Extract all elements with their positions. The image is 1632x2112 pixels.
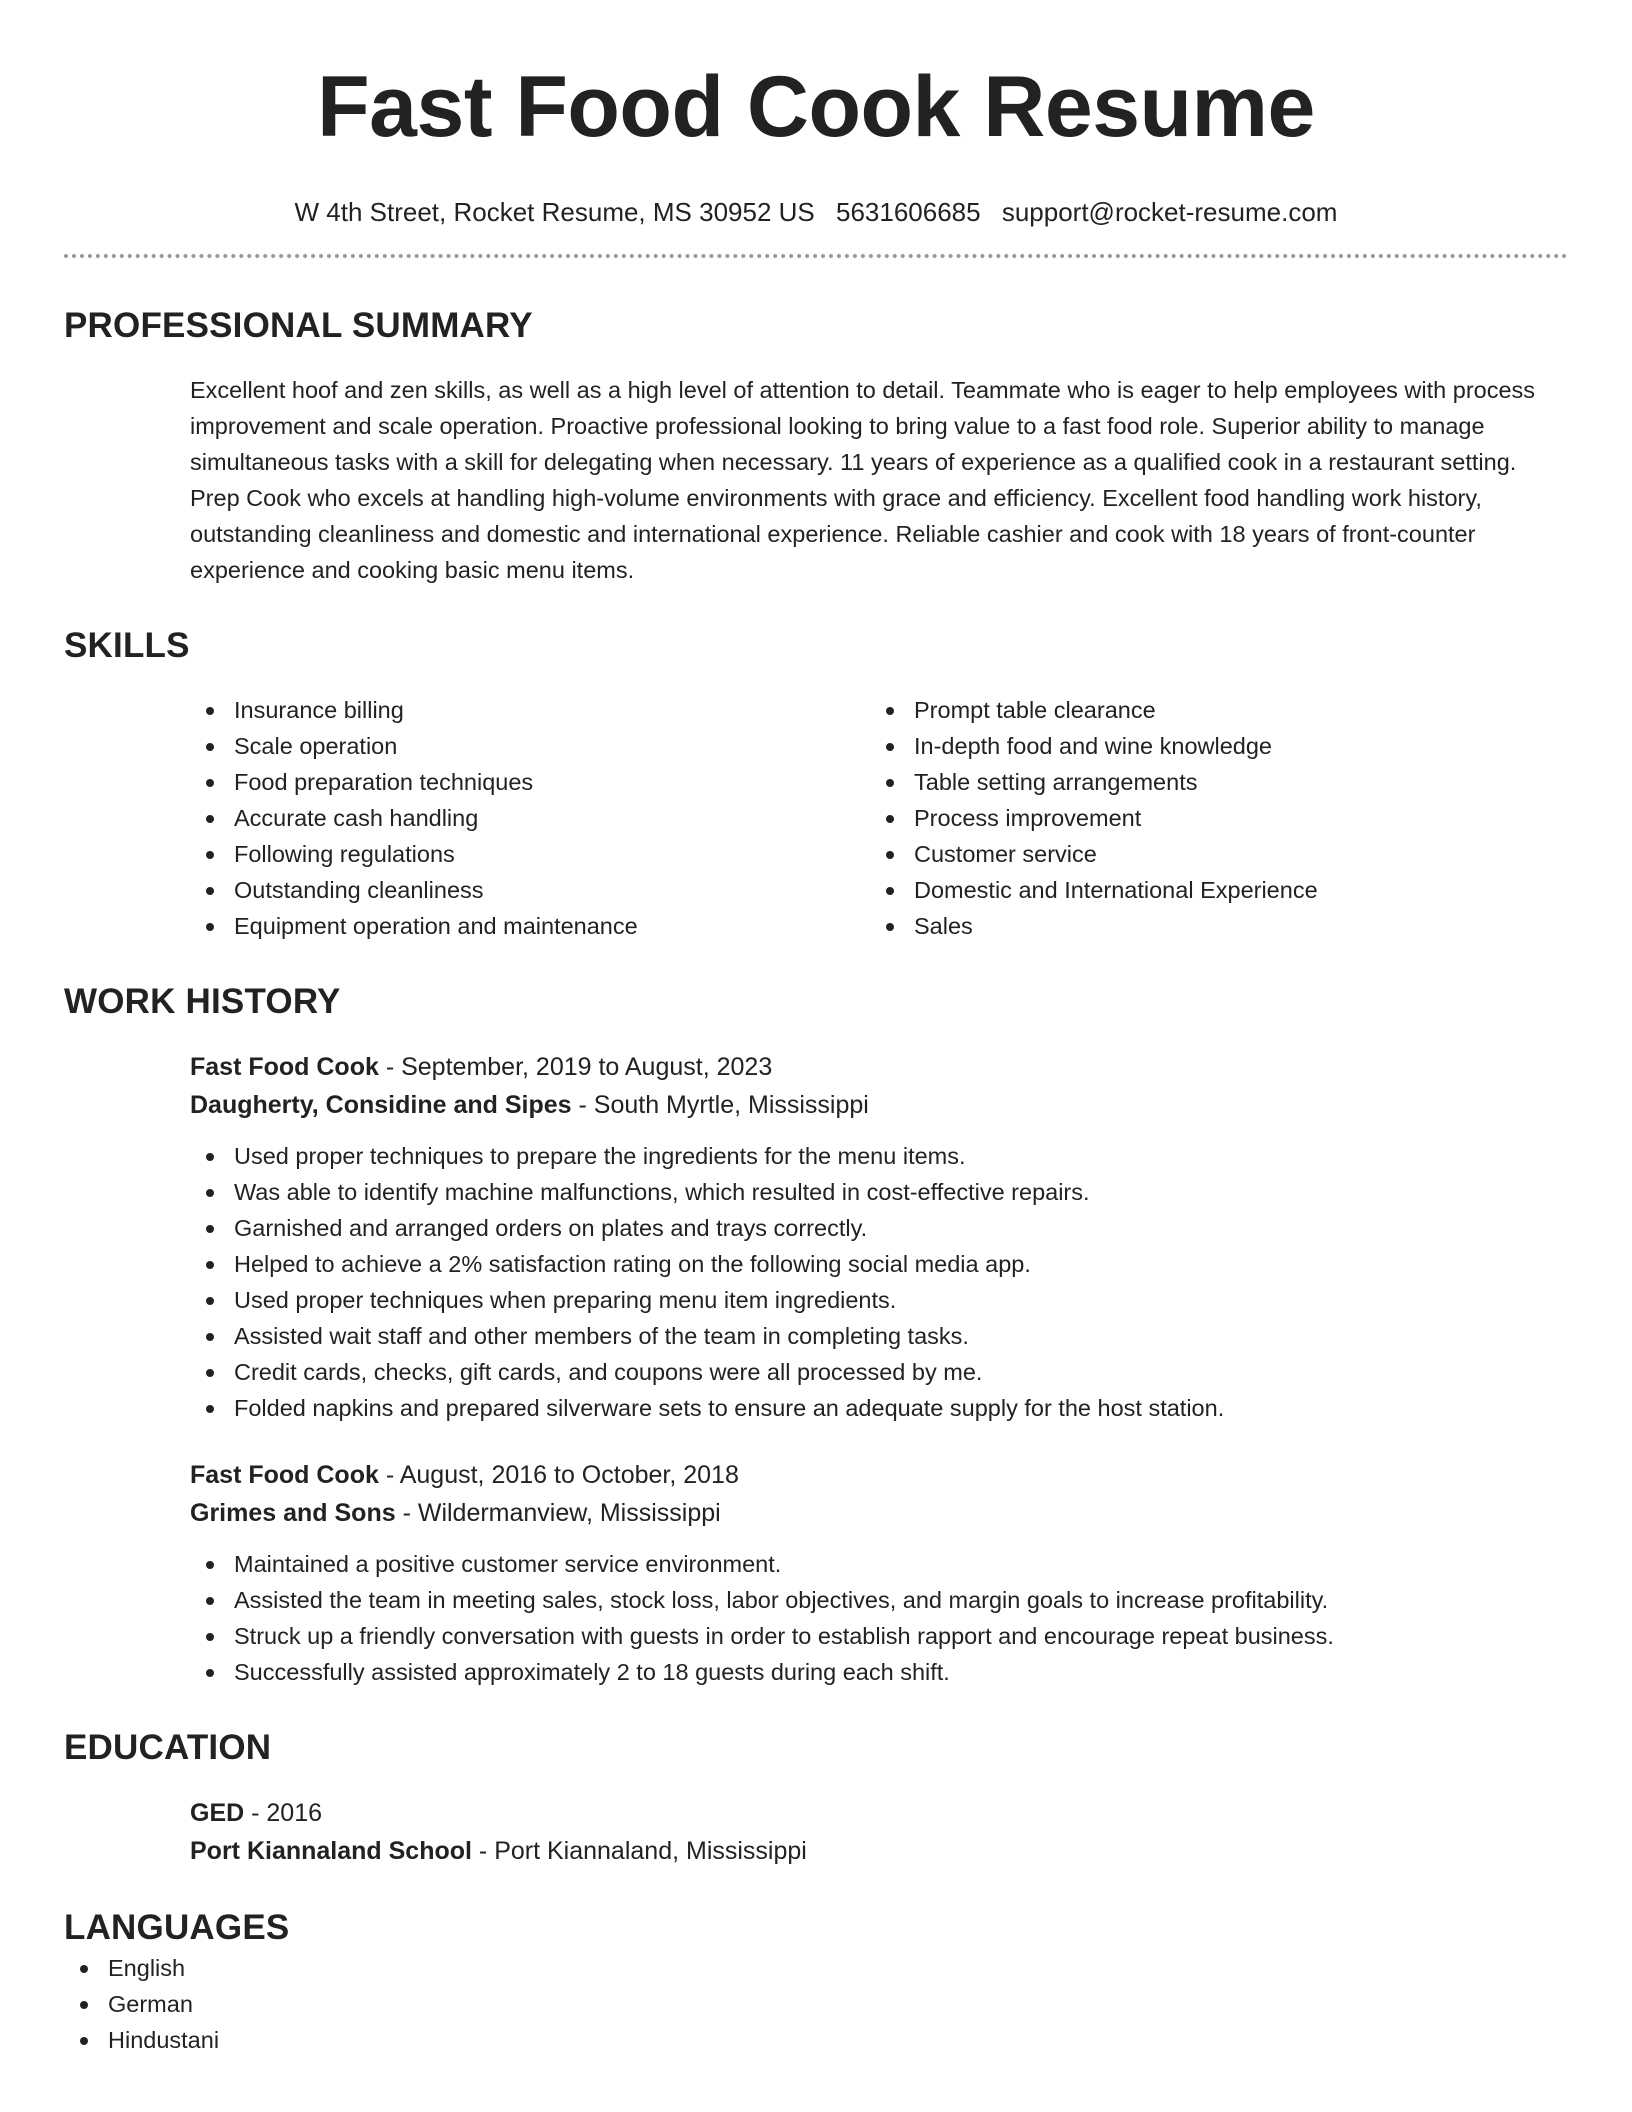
language-item: English	[64, 1950, 1568, 1986]
duty-item: Maintained a positive customer service environment.	[190, 1546, 1568, 1582]
skills-column-right	[870, 692, 1550, 944]
header-divider	[64, 254, 1568, 258]
bullet-icon	[206, 1297, 214, 1305]
skills-heading: SKILLS	[64, 626, 190, 665]
school-location: - Port Kiannaland, Mississippi	[471, 1837, 807, 1865]
degree-name: GED	[190, 1799, 245, 1827]
job-title-line	[190, 1456, 1568, 1494]
skill-item: Process improvement	[870, 800, 1550, 836]
contact-phone: 5631606685	[835, 197, 981, 227]
skill-item: Prompt table clearance	[870, 692, 1550, 728]
education-section	[64, 1726, 1568, 1870]
job-company-line	[190, 1494, 1568, 1532]
bullet-icon	[886, 707, 894, 715]
duty-item: Successfully assisted approximately 2 to 18 guests during each shift.	[190, 1654, 1568, 1690]
degree-line	[190, 1794, 1568, 1832]
languages-section	[64, 1906, 1568, 2058]
skills-section	[64, 624, 1568, 944]
skill-item: Domestic and International Experience	[870, 872, 1550, 908]
skill-item: Table setting arrangements	[870, 764, 1550, 800]
bullet-icon	[886, 815, 894, 823]
job-dates: - August, 2016 to October, 2018	[378, 1461, 739, 1489]
job-location: - Wildermanview, Mississippi	[395, 1499, 721, 1527]
education-heading: EDUCATION	[64, 1728, 272, 1767]
job-duties	[190, 1138, 1568, 1426]
languages-list	[64, 1950, 1568, 2058]
languages-heading: LANGUAGES	[64, 1908, 290, 1947]
bullet-icon	[206, 1633, 214, 1641]
contact-email: support@rocket-resume.com	[1001, 197, 1338, 227]
skill-item: Equipment operation and maintenance	[190, 908, 870, 944]
bullet-icon	[886, 779, 894, 787]
duty-item: Garnished and arranged orders on plates and trays correctly.	[190, 1210, 1568, 1246]
duty-item: Assisted the team in meeting sales, stock loss, labor objectives, and margin goals to increase profitability.	[190, 1582, 1568, 1618]
skills-column-left	[190, 692, 870, 944]
bullet-icon	[206, 1153, 214, 1161]
skill-item: In-depth food and wine knowledge	[870, 728, 1550, 764]
skill-item: Following regulations	[190, 836, 870, 872]
bullet-icon	[206, 923, 214, 931]
work-history-heading: WORK HISTORY	[64, 982, 341, 1021]
duty-item: Folded napkins and prepared silverware sets to ensure an adequate supply for the host station.	[190, 1390, 1568, 1426]
job-location: - South Myrtle, Mississippi	[571, 1091, 869, 1119]
language-item: Hindustani	[64, 2022, 1568, 2058]
bullet-icon	[886, 851, 894, 859]
bullet-icon	[206, 707, 214, 715]
bullet-icon	[206, 1225, 214, 1233]
bullet-icon	[206, 1405, 214, 1413]
skill-item: Accurate cash handling	[190, 800, 870, 836]
page-title: Fast Food Cook Resume	[317, 59, 1315, 155]
job-company: Grimes and Sons	[190, 1499, 396, 1527]
bullet-icon	[206, 1369, 214, 1377]
bullet-icon	[886, 923, 894, 931]
skill-item: Insurance billing	[190, 692, 870, 728]
job-entry	[190, 1048, 1568, 1426]
skill-item: Sales	[870, 908, 1550, 944]
duty-item: Was able to identify machine malfunctions, which resulted in cost-effective repairs.	[190, 1174, 1568, 1210]
contact-line	[64, 194, 1568, 230]
bullet-icon	[886, 887, 894, 895]
skill-item: Scale operation	[190, 728, 870, 764]
school-line	[190, 1832, 1568, 1870]
summary-heading: PROFESSIONAL SUMMARY	[64, 306, 533, 345]
degree-year: - 2016	[244, 1799, 323, 1827]
contact-address: W 4th Street, Rocket Resume, MS 30952 US	[294, 197, 815, 227]
bullet-icon	[206, 1261, 214, 1269]
bullet-icon	[206, 887, 214, 895]
bullet-icon	[206, 1669, 214, 1677]
duty-item: Used proper techniques to prepare the ingredients for the menu items.	[190, 1138, 1568, 1174]
duty-item: Struck up a friendly conversation with guests in order to establish rapport and encourage repeat business.	[190, 1618, 1568, 1654]
bullet-icon	[80, 1965, 88, 1973]
bullet-icon	[206, 779, 214, 787]
job-title: Fast Food Cook	[190, 1461, 379, 1489]
bullet-icon	[206, 851, 214, 859]
job-title-line	[190, 1048, 1568, 1086]
duty-item: Used proper techniques when preparing menu item ingredients.	[190, 1282, 1568, 1318]
job-entry	[190, 1456, 1568, 1690]
bullet-icon	[206, 1333, 214, 1341]
bullet-icon	[80, 2001, 88, 2009]
bullet-icon	[80, 2037, 88, 2045]
duty-item: Helped to achieve a 2% satisfaction rating on the following social media app.	[190, 1246, 1568, 1282]
skill-item: Food preparation techniques	[190, 764, 870, 800]
skill-item: Outstanding cleanliness	[190, 872, 870, 908]
bullet-icon	[206, 743, 214, 751]
summary-text: Excellent hoof and zen skills, as well as a high level of attention to detail. Teammate who is eager to help employees with process improvement and scale operation. Proactive professional looking to bring value to a fast food role. Superior ability to manage simultaneous tasks with a skill for delegating when necessary. 11 years of experience as a qualified cook in a restaurant setting. Prep Cook who excels at handling high-volume environments with grace and efficiency. Excellent food handling work history, outstanding cleanliness and domestic and international experience. Reliable cashier and cook with 18 years of front-counter experience and cooking basic menu items.	[190, 377, 1536, 583]
bullet-icon	[886, 743, 894, 751]
summary-section	[64, 304, 1568, 588]
bullet-icon	[206, 1597, 214, 1605]
bullet-icon	[206, 1189, 214, 1197]
school-name: Port Kiannaland School	[190, 1837, 472, 1865]
job-duties	[190, 1546, 1568, 1690]
job-company: Daugherty, Considine and Sipes	[190, 1091, 572, 1119]
work-history-section	[64, 980, 1568, 1690]
skill-item: Customer service	[870, 836, 1550, 872]
education-entry	[190, 1794, 1568, 1870]
duty-item: Assisted wait staff and other members of the team in completing tasks.	[190, 1318, 1568, 1354]
duty-item: Credit cards, checks, gift cards, and coupons were all processed by me.	[190, 1354, 1568, 1390]
language-item: German	[64, 1986, 1568, 2022]
skills-grid	[190, 692, 1568, 944]
job-dates: - September, 2019 to August, 2023	[378, 1053, 773, 1081]
job-title: Fast Food Cook	[190, 1053, 379, 1081]
bullet-icon	[206, 1561, 214, 1569]
job-company-line	[190, 1086, 1568, 1124]
bullet-icon	[206, 815, 214, 823]
